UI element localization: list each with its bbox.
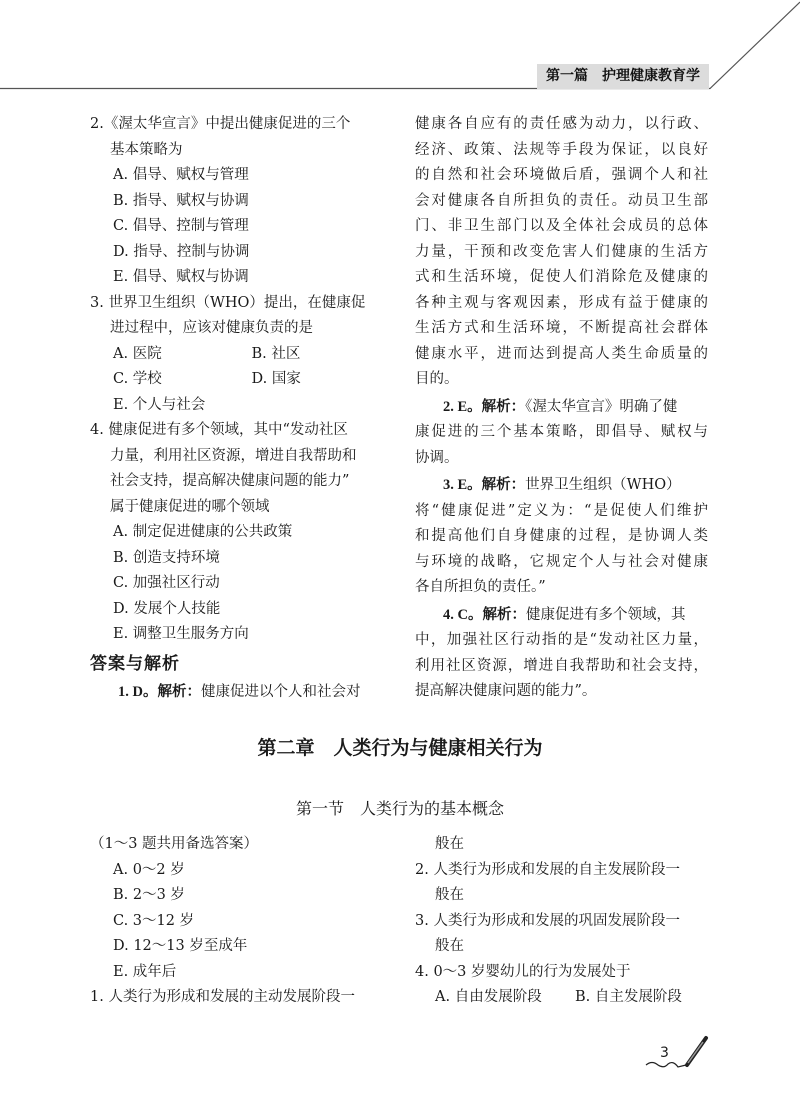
answer-label: 4. C。解析： [443, 606, 526, 623]
answer-line: 提高解决健康问题的能力”。 [415, 683, 597, 699]
option: A. 制定促进健康的公共政策 [113, 524, 293, 540]
answer-line: 康促进的三个基本策略，即倡导、赋权与 [415, 424, 708, 440]
answer-4 [415, 603, 708, 629]
option: B. 2～3 岁 [113, 887, 185, 903]
answer-text: 健康促进以个人和社会对 [200, 683, 361, 700]
question-2-line: 基本策略为 [110, 141, 183, 158]
option: B. 创造支持环境 [113, 549, 220, 566]
answer-line: 各自所担负的责任。” [415, 579, 546, 595]
option: A. 倡导、赋权与管理 [113, 167, 249, 183]
answers-heading: 答案与解析 [90, 653, 180, 674]
option: B. 指导、赋权与协调 [113, 192, 249, 209]
question-2: 2. 人类行为形成和发展的自主发展阶段一 [415, 861, 680, 878]
answer-text: 《渥太华宣言》明确了健 [525, 398, 678, 415]
question-3: 3. 人类行为形成和发展的巩固发展阶段一 [415, 912, 680, 929]
option: B. 自主发展阶段 [575, 989, 682, 1005]
answer-3 [415, 473, 708, 499]
option: A. 0～2 岁 [113, 861, 185, 878]
bottom-left-column [90, 832, 400, 1011]
chapter-title: 第二章 人类行为与健康相关行为 [257, 737, 543, 759]
option: E. 成年后 [113, 963, 177, 980]
option: D. 发展个人技能 [113, 600, 221, 617]
answer-line: 各种主观与客观因素，形成有益于健康的 [415, 294, 708, 311]
option: C. 加强社区行动 [113, 575, 220, 591]
answer-line: 目的。 [415, 371, 459, 387]
option-row [90, 367, 390, 393]
option: A. 自由发展阶段 [435, 989, 542, 1005]
option: A. 医院 [113, 345, 162, 362]
option: C. 学校 [113, 371, 162, 387]
answer-line: 利用社区资源，增进自我帮助和社会支持， [415, 657, 708, 674]
option: E. 倡导、赋权与协调 [113, 269, 249, 285]
answer-line: 将“健康促进”定义为：“是促使人们维护 [415, 502, 708, 519]
running-header: 第一篇 护理健康教育学 [537, 64, 709, 89]
answer-line: 会对健康各自所担负的责任。动员卫生部 [415, 192, 708, 209]
answer-line: 和提高他们自身健康的过程，是协调人类 [415, 528, 708, 544]
answer-line: 力量，干预和改变危害人们健康的生活方 [415, 243, 708, 260]
pen-icon [640, 1035, 710, 1075]
answer-2 [415, 395, 708, 421]
option: D. 指导、控制与协调 [113, 243, 250, 260]
question-line: 般在 [435, 836, 464, 852]
option-row [90, 342, 390, 368]
answer-line: 经济、政策、法规等手段为保证，以良好 [415, 141, 708, 158]
question-3-line: 3. 世界卫生组织（WHO）提出，在健康促 [90, 294, 366, 311]
question-line: 般在 [435, 938, 464, 954]
answer-label: 1. D。解析： [118, 683, 201, 700]
question-4-line: 4. 健康促进有多个领域，其中“发动社区 [90, 422, 348, 438]
option: B. 社区 [251, 345, 301, 362]
answer-line: 与环境的战略，它规定个人与社会对健康 [415, 553, 708, 570]
question-4-line: 属于健康促进的哪个领域 [110, 498, 270, 515]
bottom-right-column [415, 832, 715, 1011]
answer-label: 2. E。解析： [443, 398, 526, 415]
question-4-line: 社会支持，提高解决健康问题的能力” [110, 473, 350, 489]
header-rule [0, 0, 800, 120]
answer-line: 式和生活环境，促使人们消除危及健康的 [415, 269, 708, 285]
option: C. 倡导、控制与管理 [113, 218, 249, 234]
answer-line: 的自然和社会环境做后盾，强调个人和社 [415, 167, 708, 183]
question-2-line: 2.《渥太华宣言》中提出健康促进的三个 [90, 116, 351, 132]
answer-line: 门、非卫生部门以及全体社会成员的总体 [415, 218, 708, 234]
answer-line: 中，加强社区行动指的是“发动社区力量， [415, 632, 708, 648]
option: C. 3～12 岁 [113, 912, 195, 929]
answer-line: 协调。 [415, 449, 459, 466]
section-title: 第一节 人类行为的基本概念 [295, 799, 504, 818]
question-3-line: 进过程中，应该对健康负责的是 [110, 320, 313, 336]
option-row [415, 985, 715, 1011]
answer-text: 世界卫生组织（WHO） [525, 477, 681, 493]
left-column [90, 112, 390, 705]
question-1: 1. 人类行为形成和发展的主动发展阶段一 [90, 989, 355, 1005]
answer-line: 生活方式和生活环境，不断提高社会群体 [415, 320, 708, 336]
answer-label: 3. E。解析： [443, 477, 526, 493]
question-line: 般在 [435, 887, 464, 903]
question-4: 4. 0～3 岁婴幼儿的行为发展处于 [415, 963, 631, 980]
answer-1 [90, 680, 390, 706]
option: D. 12～13 岁至成年 [113, 938, 248, 954]
answer-line: 健康各自应有的责任感为动力，以行政、 [415, 116, 708, 132]
right-column [415, 112, 708, 705]
answer-text: 健康促进有多个领域，其 [525, 606, 686, 623]
question-4-line: 力量，利用社区资源，增进自我帮助和 [110, 447, 357, 464]
option: E. 调整卫生服务方向 [113, 626, 249, 642]
shared-answers-note: （1～3 题共用备选答案） [90, 836, 259, 852]
option: D. 国家 [251, 371, 301, 387]
page-number: 3 [660, 1045, 669, 1061]
answer-line: 健康水平，进而达到提高人类生命质量的 [415, 345, 708, 362]
option: E. 个人与社会 [113, 396, 206, 413]
